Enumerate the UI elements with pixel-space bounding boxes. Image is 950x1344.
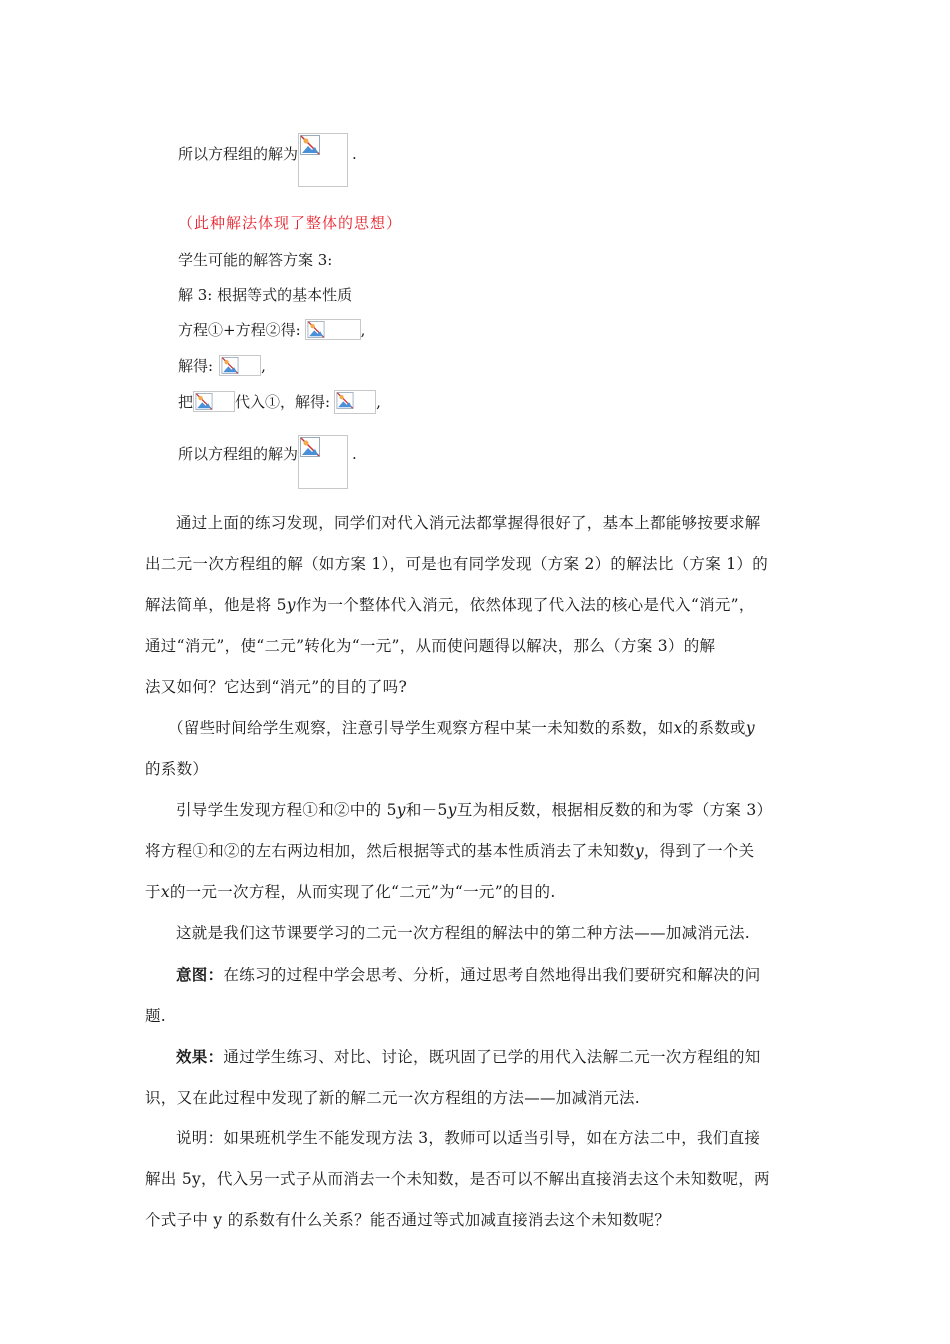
substitute-line bbox=[178, 392, 381, 414]
note-text: （此种解法体现了整体的思想） bbox=[178, 214, 403, 232]
intent-label: 意图： bbox=[176, 965, 224, 984]
text-line: 法又如何？它达到“消元”的目的了吗? bbox=[145, 678, 408, 696]
text-line: 说明：如果班机学生不能发现方法 3，教师可以适当引导，如在方法二中，我们直接 bbox=[176, 1129, 761, 1147]
equation-add-line bbox=[178, 320, 365, 340]
text-line: 解法简单，他是将 5y作为一个整体代入消元，依然体现了代入法的核心是代入“消元”， bbox=[145, 596, 755, 614]
text-line: 题. bbox=[145, 1007, 167, 1025]
broken-image-icon bbox=[219, 355, 261, 376]
paragraph-note bbox=[145, 1118, 813, 1241]
text-line: 效果：通过学生练习、对比、讨论，既巩固了已学的用代入法解二元一次方程组的知 bbox=[176, 1047, 761, 1066]
text-line: 个式子中 y 的系数有什么关系？能否通过等式加减直接消去这个未知数呢？ bbox=[145, 1211, 671, 1229]
broken-image-icon bbox=[298, 133, 348, 187]
punctuation: , bbox=[360, 321, 366, 339]
text-line: 意图：在练习的过程中学会思考、分析，通过思考自然地得出我们要研究和解决的问 bbox=[176, 965, 761, 984]
sub-prefix: 把 bbox=[178, 393, 194, 411]
effect-label: 效果： bbox=[176, 1047, 224, 1066]
punctuation: , bbox=[261, 357, 266, 375]
punctuation: . bbox=[352, 445, 357, 463]
text-line: 出二元一次方程组的解（如方案 1），可是也有同学发现（方案 2）的解法比（方案 1）的 bbox=[145, 555, 769, 573]
paragraph-observation bbox=[145, 503, 813, 708]
broken-image-icon bbox=[193, 391, 235, 412]
intro-text: 解 3: 根据等式的基本性质 bbox=[178, 286, 353, 304]
broken-image-icon bbox=[334, 390, 376, 414]
paragraph-method bbox=[145, 913, 813, 954]
solution-text: 所以方程组的解为 bbox=[178, 145, 299, 163]
solution-line-1 bbox=[178, 144, 357, 187]
text-line: 通过上面的练习发现，同学们对代入消元法都掌握得很好了，基本上都能够按要求解 bbox=[176, 514, 761, 532]
solved-line bbox=[178, 356, 266, 376]
paragraph-intent bbox=[145, 954, 813, 1037]
text-line: 于x的一元一次方程，从而实现了化“二元”为“一元”的目的. bbox=[145, 883, 556, 901]
text-line: 引导学生发现方程①和②中的 5y和－5y互为相反数，根据相反数的和为零（方案 3） bbox=[176, 801, 773, 819]
broken-image-icon bbox=[305, 319, 361, 340]
solved-text: 解得: bbox=[178, 357, 214, 375]
paragraph-effect bbox=[145, 1036, 813, 1119]
punctuation: . bbox=[352, 145, 357, 163]
solution-text: 所以方程组的解为 bbox=[178, 445, 299, 463]
punctuation: , bbox=[376, 393, 381, 411]
text-line: 解出 5y，代入另一式子从而消去一个未知数，是否可以不解出直接消去这个未知数呢，两 bbox=[145, 1170, 770, 1188]
paragraph-discovery bbox=[145, 790, 813, 913]
text-line: 的系数） bbox=[145, 760, 209, 778]
paragraph-guidance bbox=[145, 708, 813, 790]
text-line: 这就是我们这节课要学习的二元一次方程组的解法中的第二种方法——加减消元法. bbox=[176, 924, 751, 942]
text-line: （留些时间给学生观察，注意引导学生观察方程中某一未知数的系数，如x的系数或y bbox=[168, 719, 755, 737]
text-line: 将方程①和②的左右两边相加，然后根据等式的基本性质消去了未知数y，得到了一个关 bbox=[145, 842, 755, 860]
heading-text: 学生可能的解答方案 3: bbox=[178, 251, 333, 269]
equation-text: 方程①+方程②得: bbox=[178, 321, 301, 339]
text-line: 识，又在此过程中发现了新的解二元一次方程组的方法——加减消元法. bbox=[145, 1089, 641, 1107]
plan3-heading bbox=[178, 250, 332, 270]
whole-thinking-note bbox=[178, 213, 402, 233]
sub-mid: 代入①，解得: bbox=[235, 393, 331, 411]
solution3-intro bbox=[178, 285, 352, 305]
solution-line-2 bbox=[178, 444, 357, 489]
broken-image-icon bbox=[298, 435, 348, 489]
text-line: 通过“消元”，使“二元”转化为“一元”，从而使问题得以解决，那么（方案 3）的解 bbox=[145, 637, 716, 655]
